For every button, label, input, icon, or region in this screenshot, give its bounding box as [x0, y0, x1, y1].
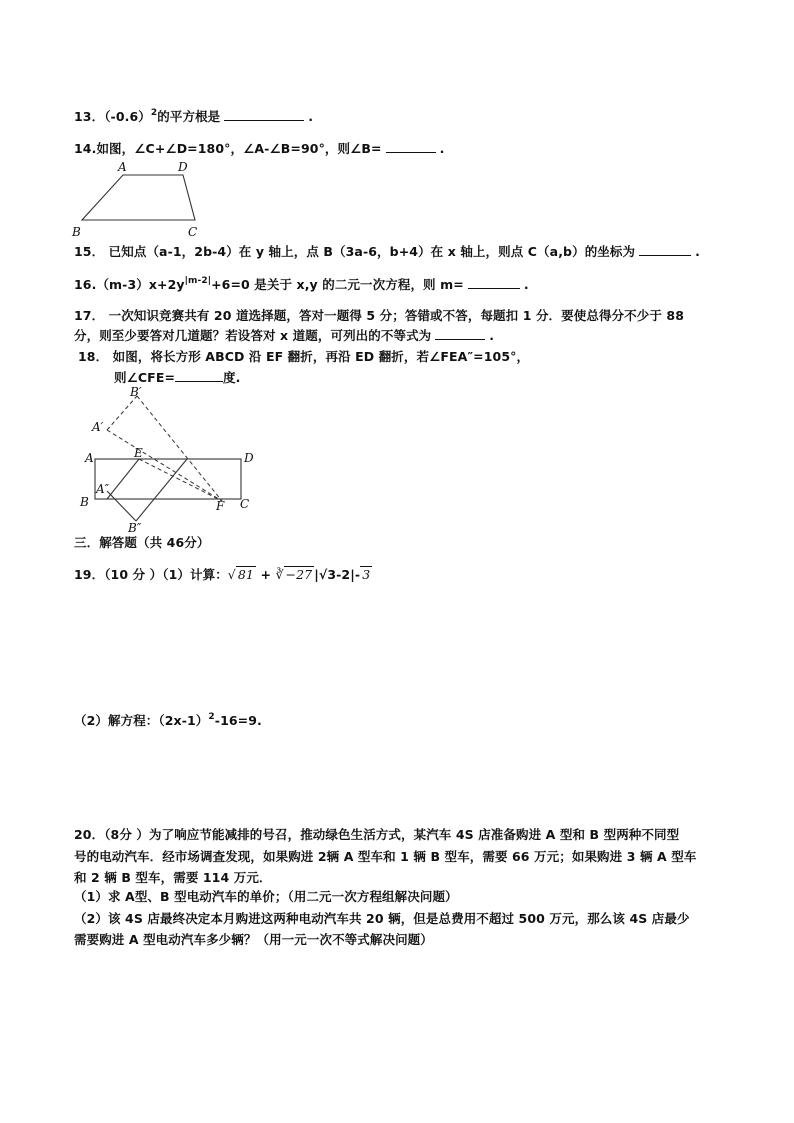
label-B-prime: B′ — [130, 385, 142, 399]
q19b-end: -16=9. — [214, 713, 262, 728]
answer-blank[interactable] — [639, 243, 691, 256]
sqrt-81: √ 81 — [227, 567, 254, 582]
label-A: A — [118, 160, 127, 174]
question-20-line4: （1）求 A型、B 型电动汽车的单价；（用二元一次方程组解决问题） — [74, 889, 458, 904]
question-20-line6: 需要购进 A 型电动汽车多少辆？（用一元一次不等式解决问题） — [74, 932, 433, 947]
q13-exponent: 2 — [150, 108, 158, 118]
question-19 — [74, 566, 372, 585]
label-D: D — [244, 451, 254, 465]
section-heading: 三．解答题（共 46分） — [74, 535, 210, 550]
q14-text: 14.如图，∠C+∠D=180°，∠A-∠B=90°，则∠B= — [74, 141, 382, 156]
q17-line2: 分，则至少要答对几道题？若设答对 x 道题，可列出的不等式为 — [74, 328, 432, 343]
radicand-3: 3 — [362, 567, 371, 582]
q16-post: +6=0 是关于 x,y 的二元一次方程，则 m= — [211, 277, 464, 292]
label-B: B — [80, 495, 89, 509]
trapezoid-figure — [70, 158, 210, 240]
plus-sign: + — [260, 567, 272, 582]
abs-term: |√3-2|- — [314, 567, 361, 582]
label-A-prime: A′ — [92, 420, 104, 434]
label-C: C — [188, 225, 198, 239]
label-F: F — [216, 499, 225, 513]
answer-blank[interactable] — [175, 369, 223, 382]
question-20-line5: （2）该 4S 店最终决定本月购进这两种电动汽车共 20 辆，但是总费用不超过 500 万元，那么该 4S 店最少 — [74, 911, 690, 926]
question-20-line3: 和 2 辆 B 型车，需要 114 万元． — [74, 870, 272, 885]
label-A: A — [85, 451, 94, 465]
question-20-line2: 号的电动汽车．经市场调查发现，如果购进 2辆 A 型车和 1 辆 B 型车，需要 66 万元；如果购进 3 辆 A 型车 — [74, 849, 697, 864]
answer-blank[interactable] — [386, 140, 436, 153]
q16-end: . — [523, 277, 529, 292]
q15-end: . — [695, 244, 700, 259]
question-20-line1: 20．（8分 ）为了响应节能减排的号召，推动绿色生活方式，某汽车 4S 店准备购进 A 型和 B 型两种不同型 — [74, 827, 680, 842]
question-18-line1: 18． 如图，将长方形 ABCD 沿 EF 翻折，再沿 ED 翻折，若∠FEA″=105°， — [78, 349, 530, 364]
label-A-double-prime: A″ — [96, 482, 110, 496]
q17-end: . — [489, 328, 495, 343]
q13-number: 13． — [74, 109, 105, 124]
label-E: E — [134, 446, 143, 460]
folding-rectangle-figure — [72, 384, 262, 536]
q19-head: 19．（10 分 ）（1）计算： — [74, 567, 228, 582]
q15-text: 15． 已知点（a-1，2b-4）在 y 轴上，点 B（3a-6，b+4）在 x 轴上，则点 C（a,b）的坐标为 — [74, 244, 636, 259]
question-19-part2 — [74, 712, 262, 730]
label-B-double-prime: B″ — [128, 521, 142, 535]
label-D: D — [178, 160, 188, 174]
radicand-neg27: −27 — [285, 567, 313, 582]
question-16 — [74, 276, 529, 294]
answer-blank[interactable] — [224, 108, 304, 121]
label-C: C — [240, 497, 250, 511]
answer-blank[interactable] — [435, 327, 485, 340]
q16-exponent: |m-2| — [184, 276, 212, 286]
sqrt-3 — [360, 566, 372, 582]
radicand-81: 81 — [237, 567, 254, 582]
q13-end: . — [308, 109, 314, 124]
q13-expr: （-0.6） — [104, 109, 151, 124]
question-15 — [74, 243, 700, 261]
label-B: B — [72, 225, 81, 239]
q19b-exponent: 2 — [208, 712, 215, 722]
cbrt-neg27: ∛ −27 — [275, 567, 313, 582]
q14-end: . — [439, 141, 445, 156]
q19b-text: （2）解方程：（2x-1） — [74, 713, 209, 728]
q16-pre: 16.（m-3）x+2y — [74, 277, 185, 292]
q18-line2b: 度. — [223, 370, 241, 385]
q18-line2a: 则∠CFE= — [114, 370, 176, 385]
q13-text: 的平方根是 — [157, 109, 221, 124]
question-17-line1: 17． 一次知识竞赛共有 20 道选择题，答对一题得 5 分；答错或不答，每题扣 1 分．要使总得分不少于 88 — [74, 308, 684, 323]
question-14 — [74, 140, 444, 158]
answer-blank[interactable] — [468, 276, 520, 289]
question-17-line2 — [74, 327, 494, 345]
question-13 — [74, 108, 313, 127]
